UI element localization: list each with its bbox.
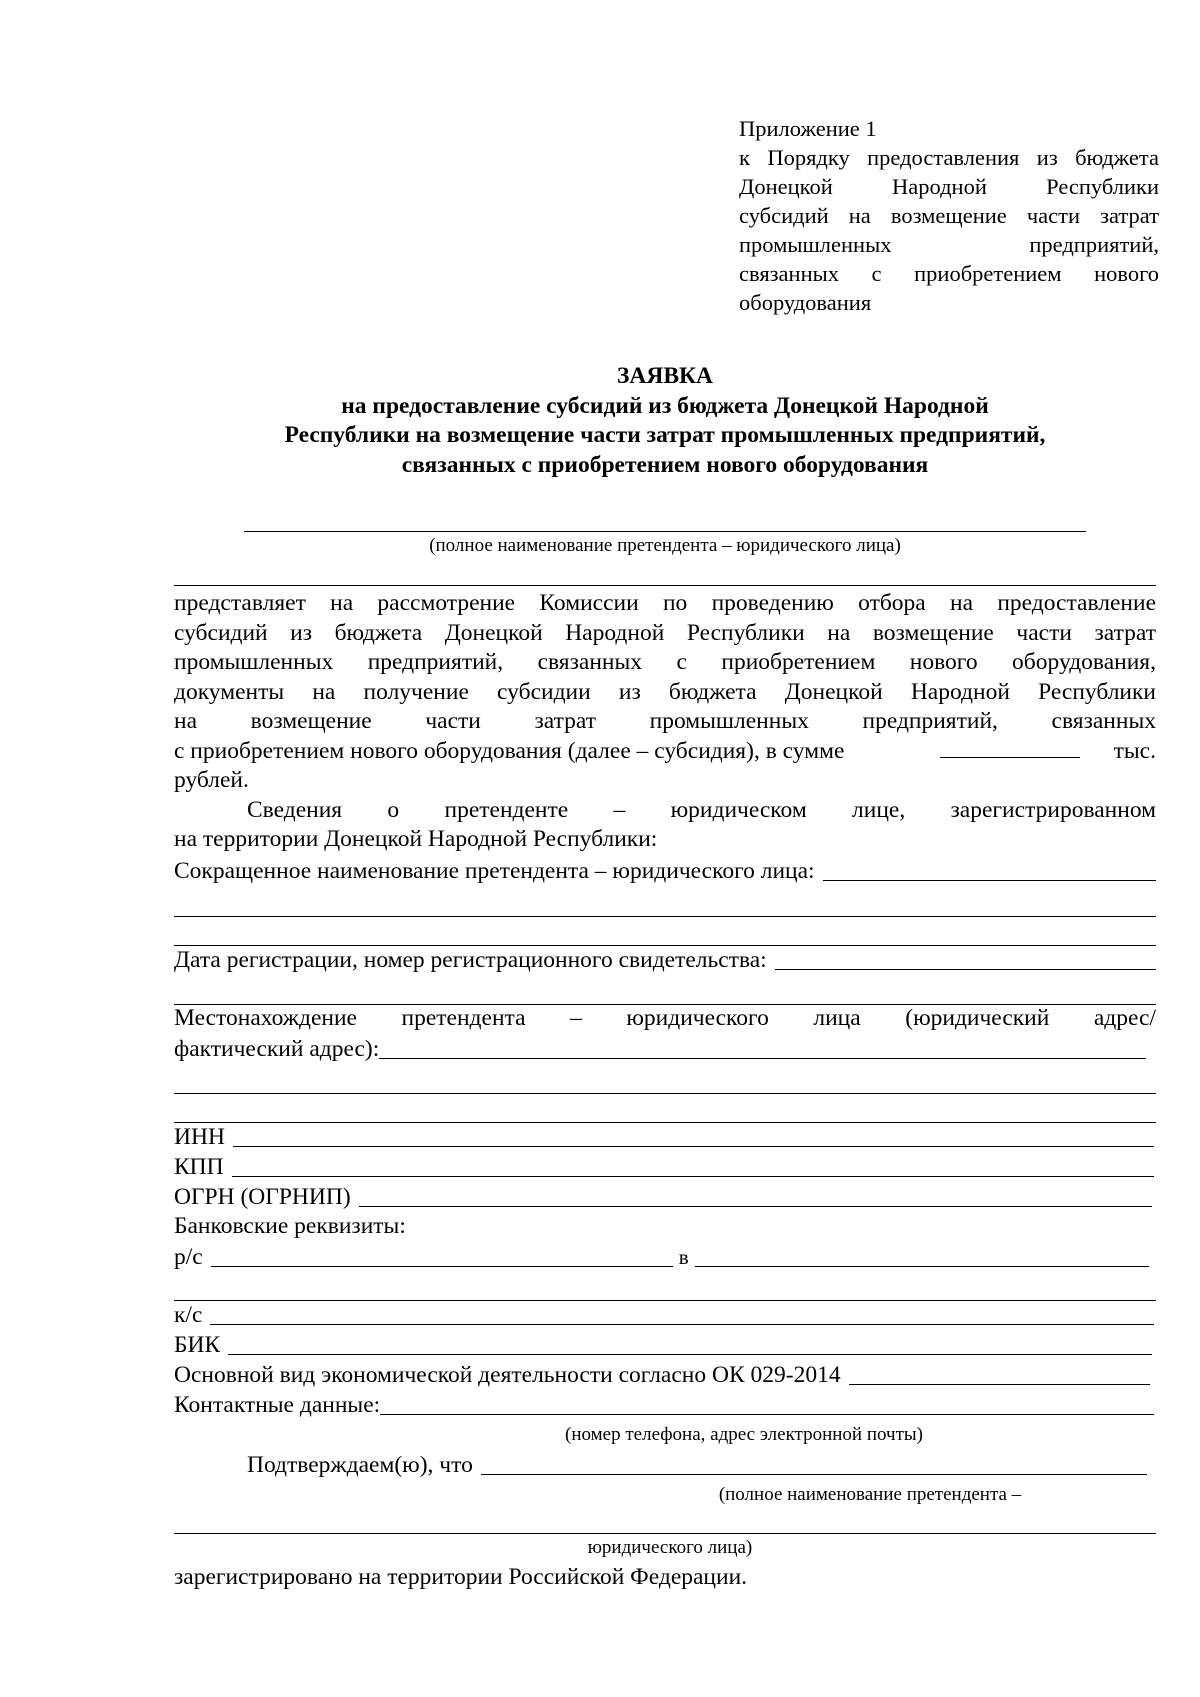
location-field[interactable]: [379, 1034, 1146, 1059]
appendix-line: субсидий на возмещение части затрат: [739, 203, 1159, 228]
paragraph-line: рублей.: [174, 767, 249, 793]
appendix-line: промышленных предприятий,: [739, 232, 1159, 257]
title-line: связанных с приобретением нового оборудования: [401, 451, 929, 478]
short-name-field-continued[interactable]: [174, 916, 1156, 917]
confirm-field[interactable]: [481, 1450, 1147, 1475]
contacts-label: Контактные данные:: [174, 1392, 381, 1418]
appendix-line: оборудования: [739, 290, 872, 315]
paragraph-line: на возмещение части затрат промышленных предприятий, связанных: [174, 708, 1156, 734]
ogrn-field[interactable]: [359, 1182, 1152, 1207]
reg-date-label: Дата регистрации, номер регистрационного свидетельства:: [174, 947, 767, 973]
confirm-field-continued[interactable]: [174, 1533, 1156, 1534]
paragraph-line-amount: [174, 737, 1156, 767]
location-block: [174, 1004, 1156, 1034]
ks-row: [174, 1300, 1154, 1330]
appendix-line: Донецкой Народной Республики: [739, 174, 1159, 199]
paragraph-request: [174, 589, 1156, 855]
location-row: [174, 1034, 1146, 1064]
bik-row: [174, 1330, 1152, 1360]
location-label: Местонахождение претендента – юридического лица (юридический адрес/: [174, 1005, 1156, 1031]
ks-label: к/с: [174, 1302, 203, 1328]
title-line: Республики на возмещение части затрат промышленных предприятий,: [284, 422, 1046, 448]
paragraph-line: субсидий из бюджета Донецкой Народной Республики на возмещение части затрат: [174, 619, 1156, 646]
full-name-field[interactable]: [244, 531, 1086, 532]
full-name-caption: (полное наименование претендента – юридического лица): [429, 535, 901, 556]
confirm-row: [247, 1450, 1147, 1480]
contacts-field[interactable]: [380, 1390, 1154, 1415]
ogrn-label: ОГРН (ОГРНИП): [174, 1184, 351, 1210]
kpp-row: [174, 1152, 1154, 1182]
okved-row: [174, 1360, 1150, 1390]
amount-field[interactable]: [940, 737, 1080, 758]
bank-label: Банковские реквизиты:: [174, 1213, 406, 1239]
rs-field[interactable]: [211, 1242, 673, 1267]
inn-label: ИНН: [174, 1124, 225, 1150]
bik-label: БИК: [174, 1332, 221, 1358]
document-title: [174, 362, 1156, 480]
appendix-note: [739, 114, 1159, 317]
appendix-line: к Порядку предоставления из бюджета: [739, 145, 1159, 170]
paragraph-line: Сведения о претенденте – юридическом лице, зарегистрированном: [247, 796, 1156, 823]
bank-in-label: в: [678, 1245, 689, 1269]
rs-label: р/с: [174, 1244, 203, 1270]
paragraph-line: представляет на рассмотрение Комиссии по проведению отбора на предоставление: [174, 590, 1156, 616]
full-name-field-continued[interactable]: [174, 585, 1156, 586]
title-line: на предоставление субсидий из бюджета Донецкой Народной: [341, 392, 989, 419]
short-name-row: [174, 856, 1156, 886]
location-field-continued[interactable]: [174, 1093, 1156, 1094]
registered-block: [174, 1563, 1156, 1593]
rs-row: [174, 1242, 1149, 1272]
contacts-row: [174, 1390, 1154, 1420]
amount-text-before: с приобретением нового оборудования (далее – субсидия), в сумме: [174, 737, 845, 764]
okved-label: Основной вид экономической деятельности согласно ОК 029-2014: [174, 1362, 841, 1388]
bank-name-field[interactable]: [695, 1242, 1149, 1267]
paragraph-line: промышленных предприятий, связанных с приобретением нового оборудования,: [174, 649, 1156, 675]
short-name-label: Сокращенное наименование претендента – юридического лица:: [174, 858, 815, 884]
confirm-caption-2: юридического лица): [587, 1537, 753, 1558]
amount-unit: тыс.: [1113, 737, 1156, 764]
ks-field[interactable]: [210, 1300, 1154, 1325]
appendix-line: связанных с приобретением нового: [739, 261, 1159, 286]
bik-field[interactable]: [228, 1330, 1152, 1355]
inn-field[interactable]: [233, 1122, 1154, 1147]
kpp-field[interactable]: [232, 1152, 1154, 1177]
okved-field[interactable]: [849, 1360, 1150, 1385]
paragraph-line: на территории Донецкой Народной Республики:: [174, 826, 658, 852]
confirm-label: Подтверждаем(ю), что: [247, 1452, 473, 1478]
contacts-caption: (номер телефона, адрес электронной почты): [565, 1424, 923, 1445]
short-name-field[interactable]: [823, 856, 1156, 881]
confirm-caption: (полное наименование претендента –: [718, 1484, 1022, 1505]
reg-date-row: [174, 945, 1156, 975]
registered-text: зарегистрировано на территории Российской Федерации.: [174, 1564, 748, 1590]
location-label-2: фактический адрес):: [174, 1036, 380, 1062]
reg-date-field[interactable]: [775, 945, 1156, 970]
paragraph-line: документы на получение субсидии из бюджета Донецкой Народной Республики: [174, 678, 1156, 705]
kpp-label: КПП: [174, 1154, 224, 1180]
ogrn-row: [174, 1182, 1152, 1212]
inn-row: [174, 1122, 1154, 1152]
appendix-line: Приложение 1: [739, 116, 877, 141]
title-heading: ЗАЯВКА: [616, 363, 714, 389]
bank-block: [174, 1212, 1156, 1242]
